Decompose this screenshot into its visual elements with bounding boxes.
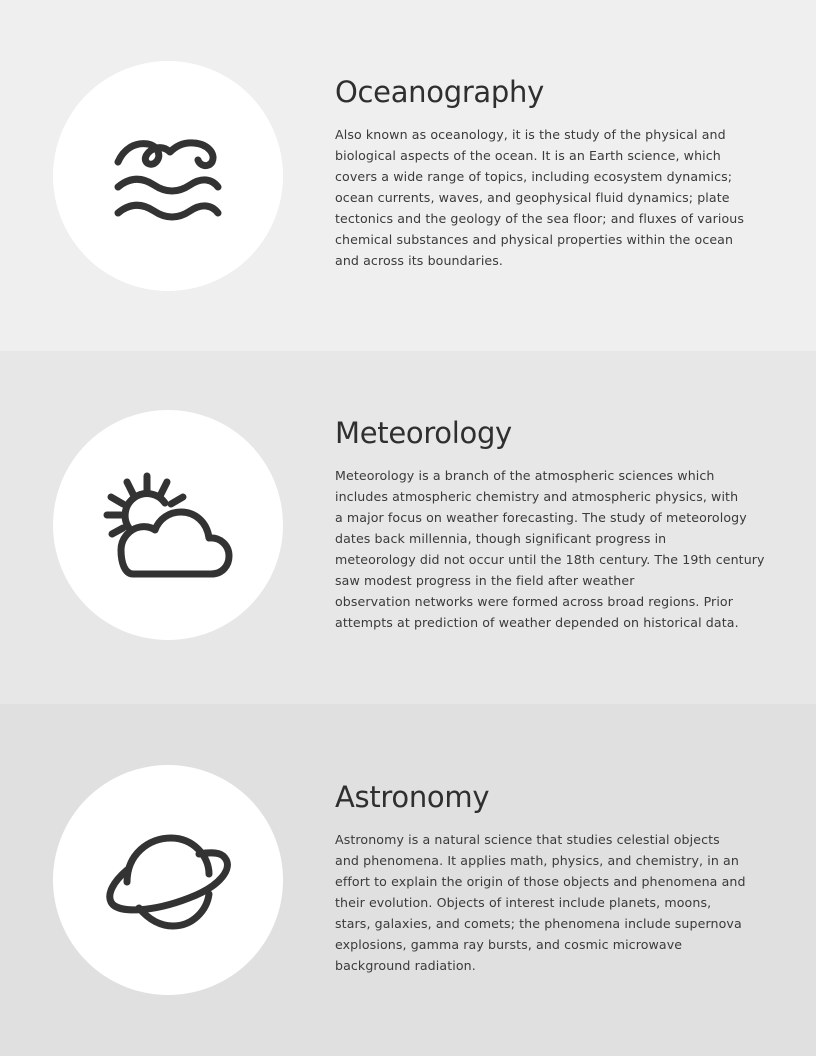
section-astronomy [0, 704, 816, 1056]
section-title: Meteorology [335, 416, 512, 450]
text-block [335, 779, 765, 976]
text-block [335, 74, 765, 271]
icon-circle [53, 765, 283, 995]
planet-icon [103, 830, 233, 930]
sun-behind-cloud-icon [103, 470, 233, 580]
section-body: Meteorology is a branch of the atmospheric sciences which includes atmospheric chemistry and atmospheric physics, with a major focus on weather forecasting. The study of meteorology dates back millennia, though significant progress in meteorology did not occur until the 18th century. The 19th century saw modest progress in the field after weather observation networks were formed across broad regions. Prior attempts at prediction of weather depended on historical data. [335, 468, 765, 630]
section-body: Astronomy is a natural science that studies celestial objects and phenomena. It applies math, physics, and chemistry, in an effort to explain the origin of those objects and phenomena and their evolution. Objects of interest include planets, moons, stars, galaxies, and comets; the phenomena include supernova explosions, gamma ray bursts, and cosmic microwave background radiation. [335, 832, 746, 973]
section-body: Also known as oceanology, it is the study of the physical and biological aspects of the ocean. It is an Earth science, which covers a wide range of topics, including ecosystem dynamics; ocean currents, waves, and geophysical fluid dynamics; plate tectonics and the geology of the sea floor; and fluxes of various chemical substances and physical properties within the ocean and across its boundaries. [335, 127, 745, 268]
icon-circle [53, 61, 283, 291]
section-oceanography [0, 0, 816, 351]
section-meteorology [0, 351, 816, 704]
icon-circle [53, 410, 283, 640]
section-title: Oceanography [335, 75, 544, 109]
section-title: Astronomy [335, 780, 490, 814]
text-block [335, 415, 765, 633]
waves-icon [108, 126, 228, 226]
